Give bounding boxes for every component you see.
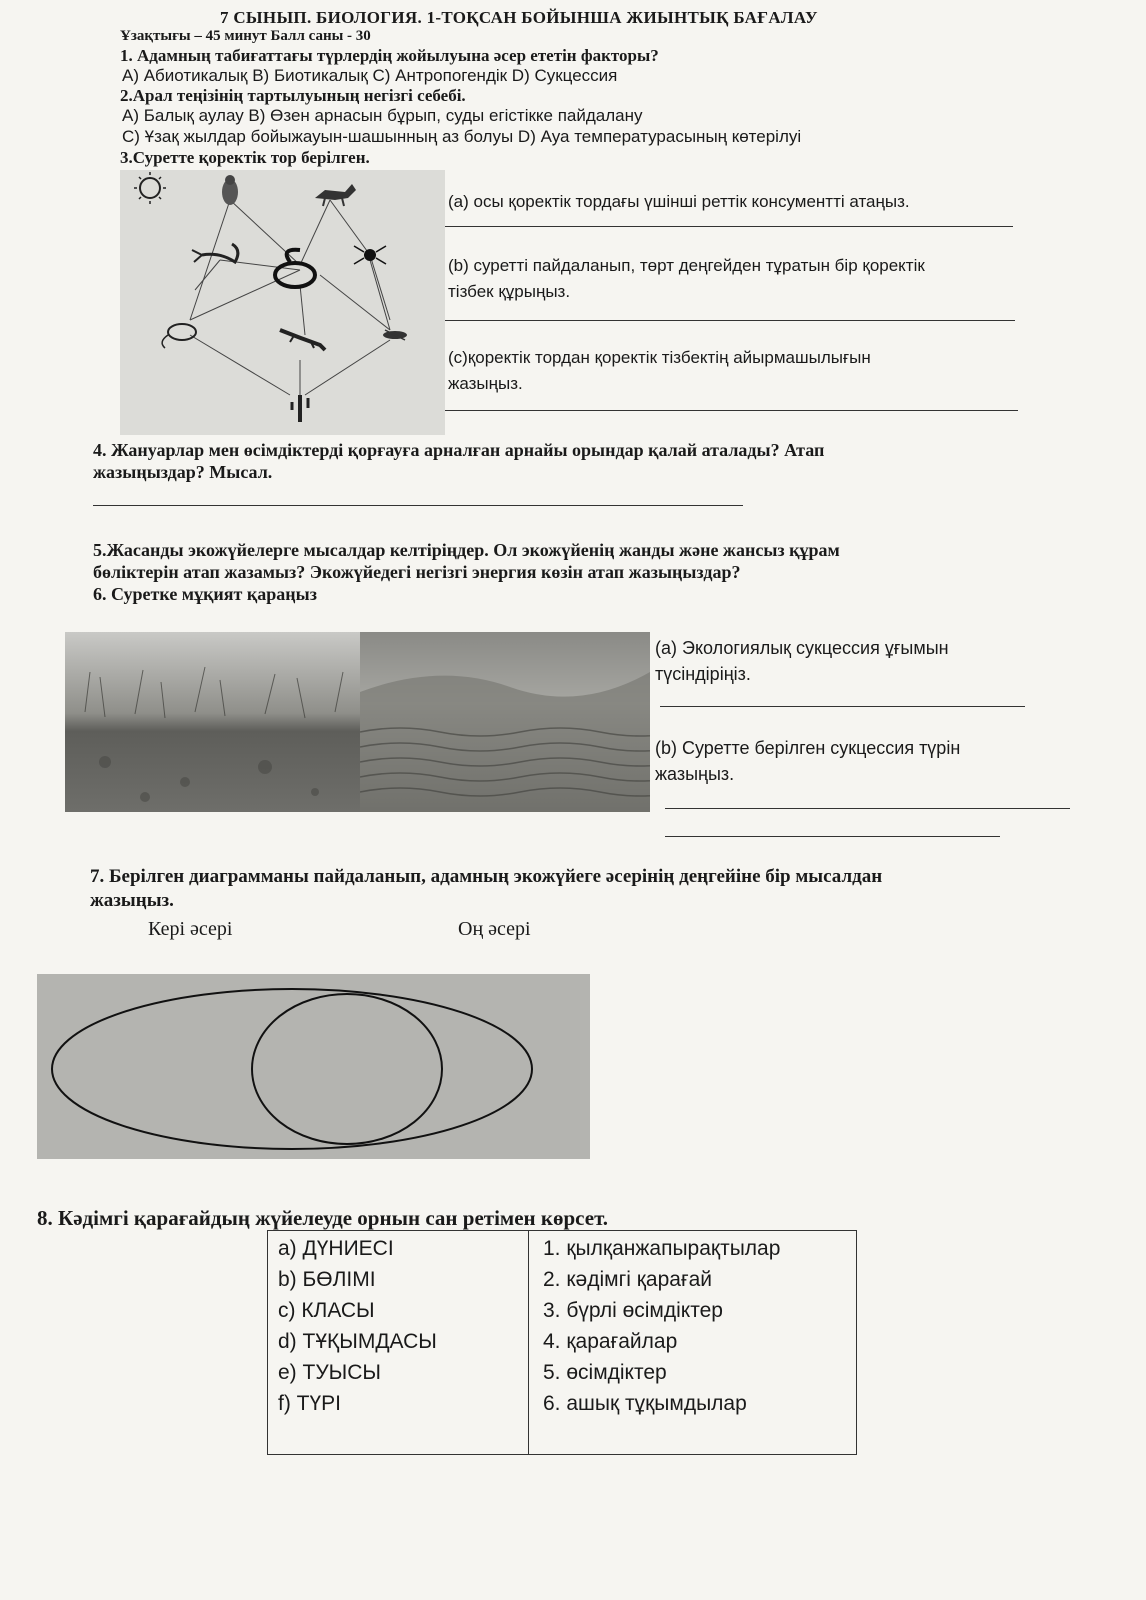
question-3c-line2: жазыңыз. (448, 374, 523, 393)
exam-meta: Ұзақтығы – 45 минут Балл саны - 30 (120, 28, 371, 44)
rank-item: d) ТҰҚЫМДАСЫ (278, 1330, 437, 1353)
taxon-item: 2. кәдімгі қарағай (543, 1268, 713, 1291)
question-2-options-line1: А) Балық аулау В) Өзен арнасын бұрып, суды егістікке пайдалану (122, 106, 643, 125)
answer-line-3a[interactable] (445, 226, 1013, 227)
label-positive-impact: Оң әсері (458, 918, 531, 940)
taxonomy-values-column (529, 1231, 857, 1455)
answer-line-6b-2[interactable] (665, 836, 1000, 837)
question-1: 1. Адамның табиғаттағы түрлердің жойылуына әсер ететін факторы? (120, 46, 659, 65)
question-3c-line1: (с)қоректік тордан қоректік тізбектің айырмашылығын (448, 348, 871, 367)
question-4-line1: 4. Жануарлар мен өсімдіктерді қорғауға арналған арнайы орындар қалай аталады? Атап (93, 440, 825, 460)
question-6a-line1: (а) Экологиялық сукцессия ұғымын (655, 638, 949, 658)
question-6a-line2: түсіндіріңіз. (655, 664, 751, 684)
rank-item: а) ДҮНИЕСІ (278, 1237, 394, 1260)
question-2-options-line2: С) Ұзақ жылдар бойыжауын-шашынның аз болуы D) Ауа температурасының көтерілуі (122, 127, 802, 146)
taxon-item: 5. өсімдіктер (543, 1361, 667, 1384)
question-4-line2: жазыңыздар? Мысал. (93, 462, 273, 482)
rank-item: e) ТУЫСЫ (278, 1361, 382, 1384)
question-6b-line2: жазыңыз. (655, 764, 735, 784)
rank-item: b) БӨЛІМІ (278, 1268, 376, 1291)
taxonomy-ranks-column (268, 1231, 529, 1455)
answer-line-6a[interactable] (660, 706, 1025, 707)
taxon-item: 1. қылқанжапырақтылар (543, 1237, 781, 1260)
question-3b-line1: (b) суретті пайдаланып, төрт деңгейден тұратын бір қоректік (448, 256, 925, 275)
answer-line-4[interactable] (93, 505, 743, 506)
answer-line-6b-1[interactable] (665, 808, 1070, 809)
question-6b-line1: (b) Суретте берілген сукцессия түрін (655, 738, 961, 758)
question-1-options: А) Абиотикалық В) Биотикалық С) Антропогендік D) Сукцессия (122, 66, 618, 85)
taxonomy-table (267, 1230, 857, 1455)
answer-line-3c[interactable] (445, 410, 1018, 411)
taxon-item: 6. ашық тұқымдылар (543, 1392, 747, 1415)
label-negative-impact: Кері әсері (148, 918, 233, 940)
question-7-line2: жазыңыз. (90, 890, 174, 911)
taxon-item: 3. бүрлі өсімдіктер (543, 1299, 723, 1322)
question-6: 6. Суретке мұқият қараңыз (93, 584, 317, 604)
question-3a: (а) осы қоректік тордағы үшінші реттік консументті атаңыз. (448, 192, 910, 211)
question-5-line2: бөліктерін атап жазамыз? Экожүйедегі негізгі энергия көзін атап жазыңыздар? (93, 562, 741, 582)
page-title: 7 СЫНЫП. БИОЛОГИЯ. 1-ТОҚСАН БОЙЫНША ЖИЫНТЫҚ БАҒАЛАУ (220, 8, 818, 27)
answer-line-3b[interactable] (445, 320, 1015, 321)
question-3b-line2: тізбек құрыңыз. (448, 282, 571, 301)
succession-photo-desert (360, 632, 650, 812)
rank-item: c) КЛАСЫ (278, 1299, 375, 1322)
question-2: 2.Арал теңізінің тартылуының негізгі себебі. (120, 86, 466, 105)
question-3: 3.Суретте қоректік тор берілген. (120, 148, 370, 167)
food-web-figure (120, 170, 445, 435)
succession-photo-vegetation (65, 632, 360, 812)
venn-diagram (37, 974, 590, 1159)
rank-item: f) ТҮРІ (278, 1392, 342, 1415)
question-5-line1: 5.Жасанды экожүйелерге мысалдар келтіріңдер. Ол экожүйенің жанды және жансыз құрам (93, 540, 840, 560)
taxon-item: 4. қарағайлар (543, 1330, 678, 1353)
question-8: 8. Кәдімгі қарағайдың жүйелеуде орнын сан ретімен көрсет. (37, 1206, 609, 1230)
question-7-line1: 7. Берілген диаграмманы пайдаланып, адамның экожүйеге әсерінің деңгейіне бір мысалдан (90, 866, 883, 887)
